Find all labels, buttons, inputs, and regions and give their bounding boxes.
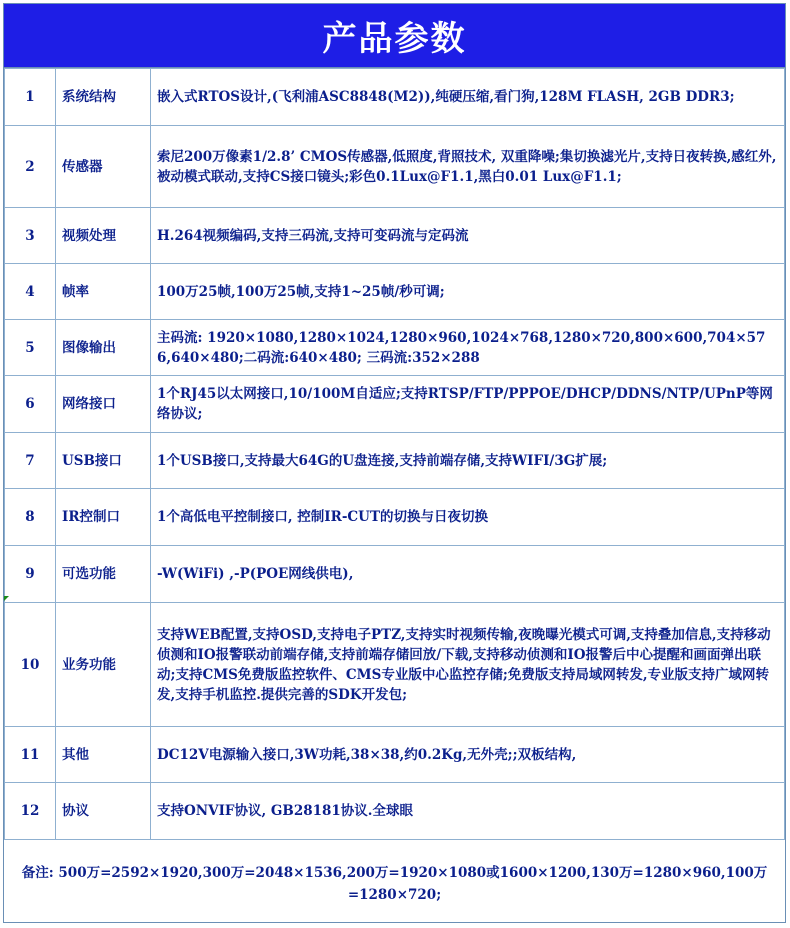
param-value: 1个RJ45以太网接口,10/100M自适应;支持RTSP/FTP/PPPOE/DHCP/DDNS/NTP/UPnP等网络协议; — [151, 376, 785, 433]
table-row — [5, 320, 785, 376]
row-number: 6 — [5, 376, 56, 433]
param-name: 其他 — [56, 727, 151, 783]
param-value: 嵌入式RTOS设计,(飞利浦ASC8848(M2)),纯硬压缩,看门狗,128M FLASH, 2GB DDR3; — [151, 69, 785, 126]
param-name: 网络接口 — [56, 376, 151, 433]
param-value: 索尼200万像素1/2.8’ CMOS传感器,低照度,背照技术, 双重降噪;集切换滤光片,支持日夜转换,感红外,被动模式联动,支持CS接口镜头;彩色0.1Lux@F1.1,黑白0.01 Lux@F1.1; — [151, 126, 785, 208]
param-value: 1个USB接口,支持最大64G的U盘连接,支持前端存储,支持WIFI/3G扩展; — [151, 433, 785, 489]
row-number: 12 — [5, 783, 56, 840]
param-name: 可选功能 — [56, 546, 151, 603]
row-number: 10 — [5, 603, 56, 727]
param-name: 系统结构 — [56, 69, 151, 126]
page-title: 产品参数 — [322, 19, 467, 59]
title-bar — [4, 4, 785, 68]
table-row — [5, 783, 785, 840]
param-name: 图像输出 — [56, 320, 151, 376]
row-number: 11 — [5, 727, 56, 783]
table-row — [5, 208, 785, 264]
table-row — [5, 433, 785, 489]
row-number: 7 — [5, 433, 56, 489]
param-name: 传感器 — [56, 126, 151, 208]
param-value: 支持ONVIF协议, GB28181协议.全球眼 — [151, 783, 785, 840]
param-name: 帧率 — [56, 264, 151, 320]
row-number: 4 — [5, 264, 56, 320]
table-row — [5, 126, 785, 208]
table-row — [5, 727, 785, 783]
param-value: 1个高低电平控制接口, 控制IR-CUT的切换与日夜切换 — [151, 489, 785, 546]
param-value: DC12V电源输入接口,3W功耗,38×38,约0.2Kg,无外壳;;双板结构, — [151, 727, 785, 783]
spec-table — [4, 68, 785, 840]
param-value: 主码流: 1920×1080,1280×1024,1280×960,1024×768,1280×720,800×600,704×576,640×480;二码流:640×480; 三码流:352×288 — [151, 320, 785, 376]
row-number: 9 — [5, 546, 56, 603]
spec-sheet — [3, 3, 786, 923]
param-name: IR控制口 — [56, 489, 151, 546]
param-name: 视频处理 — [56, 208, 151, 264]
table-row — [5, 264, 785, 320]
param-value: 支持WEB配置,支持OSD,支持电子PTZ,支持实时视频传输,夜晚曝光模式可调,支持叠加信息,支持移动侦测和IO报警联动前端存储,支持前端存储回放/下载,支持移动侦测和IO报警后中心提醒和画面弹出联动;支持CMS免费版监控软件、CMS专业版中心监控存储;免费版支持局域网转发,专业版支持广域网转发,支持手机监控.提供完善的SDK开发包; — [151, 603, 785, 727]
param-name: 协议 — [56, 783, 151, 840]
row-number: 5 — [5, 320, 56, 376]
table-row — [5, 603, 785, 727]
row-number: 3 — [5, 208, 56, 264]
row-number: 2 — [5, 126, 56, 208]
param-name: 业务功能 — [56, 603, 151, 727]
table-row — [5, 376, 785, 433]
table-row — [5, 69, 785, 126]
param-value: -W(WiFi) ,-P(POE网线供电), — [151, 546, 785, 603]
row-number: 8 — [5, 489, 56, 546]
table-row — [5, 489, 785, 546]
cell-comment-marker — [4, 596, 9, 601]
param-name: USB接口 — [56, 433, 151, 489]
row-number: 1 — [5, 69, 56, 126]
footnote: 备注: 500万=2592×1920,300万=2048×1536,200万=1920×1080或1600×1200,130万=1280×960,100万=1280×720; — [21, 865, 768, 903]
table-row — [5, 546, 785, 603]
param-value: 100万25帧,100万25帧,支持1~25帧/秒可调; — [151, 264, 785, 320]
param-value: H.264视频编码,支持三码流,支持可变码流与定码流 — [151, 208, 785, 264]
